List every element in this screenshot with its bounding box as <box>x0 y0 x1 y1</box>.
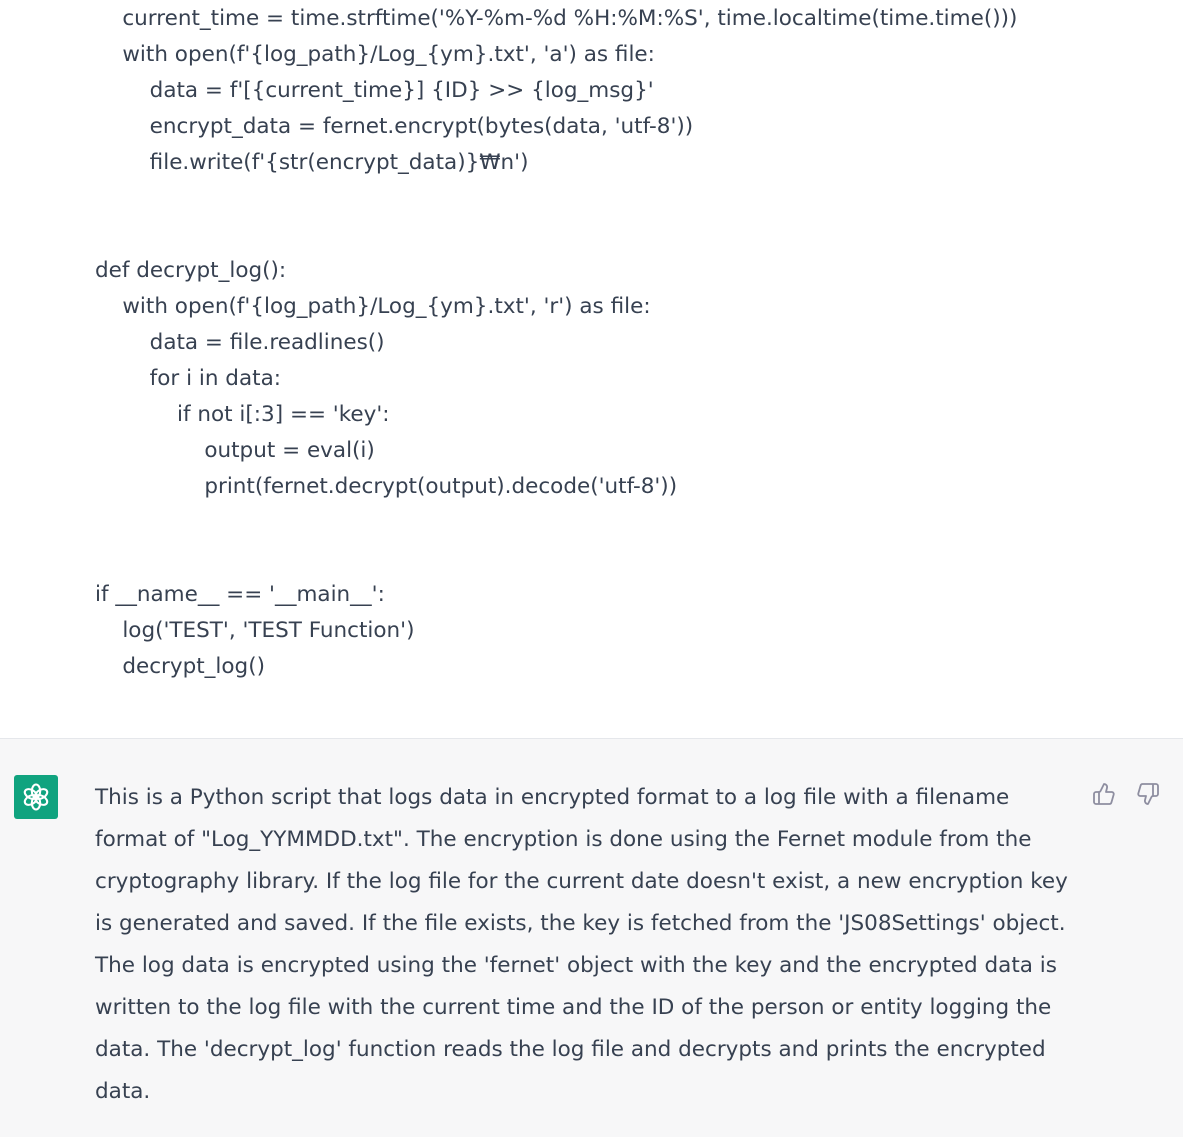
code-line: decrypt_log() <box>95 654 265 679</box>
code-line: encrypt_data = fernet.encrypt(bytes(data, 'utf-8')) <box>95 114 694 139</box>
code-line: with open(f'{log_path}/Log_{ym}.txt', 'a') as file: <box>95 42 655 67</box>
code-line: print(fernet.decrypt(output).decode('utf-8')) <box>95 474 678 499</box>
code-line: data = file.readlines() <box>95 330 385 355</box>
code-line: with open(f'{log_path}/Log_{ym}.txt', 'r') as file: <box>95 294 651 319</box>
thumbs-down-button[interactable] <box>1135 781 1161 807</box>
code-line: current_time = time.strftime('%Y-%m-%d %H:%M:%S', time.localtime(time.time())) <box>95 6 1018 31</box>
code-line: if __name__ == '__main__': <box>95 582 385 607</box>
thumbs-up-icon <box>1092 782 1116 806</box>
openai-logo-icon <box>21 782 51 812</box>
code-line: data = f'[{current_time}] {ID} >> {log_msg}' <box>95 78 654 103</box>
assistant-avatar <box>14 775 58 819</box>
thumbs-down-icon <box>1136 782 1160 806</box>
code-line: if not i[:3] == 'key': <box>95 402 390 427</box>
code-line: log('TEST', 'TEST Function') <box>95 618 415 643</box>
code-line: file.write(f'{str(encrypt_data)}₩n') <box>95 150 529 175</box>
code-line: def decrypt_log(): <box>95 258 287 283</box>
assistant-message <box>0 739 1183 1137</box>
assistant-response-text: This is a Python script that logs data in encrypted format to a log file with a filename format of "Log_YYMMDD.txt". The encryption is done using the Fernet module from the cryptography library. If the log file for the current date doesn't exist, a new encryption key is generated and saved. If the file exists, the key is fetched from the 'JS08Settings' object. The log data is encrypted using the 'fernet' object with the key and the encrypted data is written to the log file with the current time and the ID of the person or entity logging the data. The 'decrypt_log' function reads the log file and decrypts and prints the encrypted data. <box>95 785 1068 1104</box>
code-line: output = eval(i) <box>95 438 375 463</box>
code-line: for i in data: <box>95 366 281 391</box>
thumbs-up-button[interactable] <box>1091 781 1117 807</box>
